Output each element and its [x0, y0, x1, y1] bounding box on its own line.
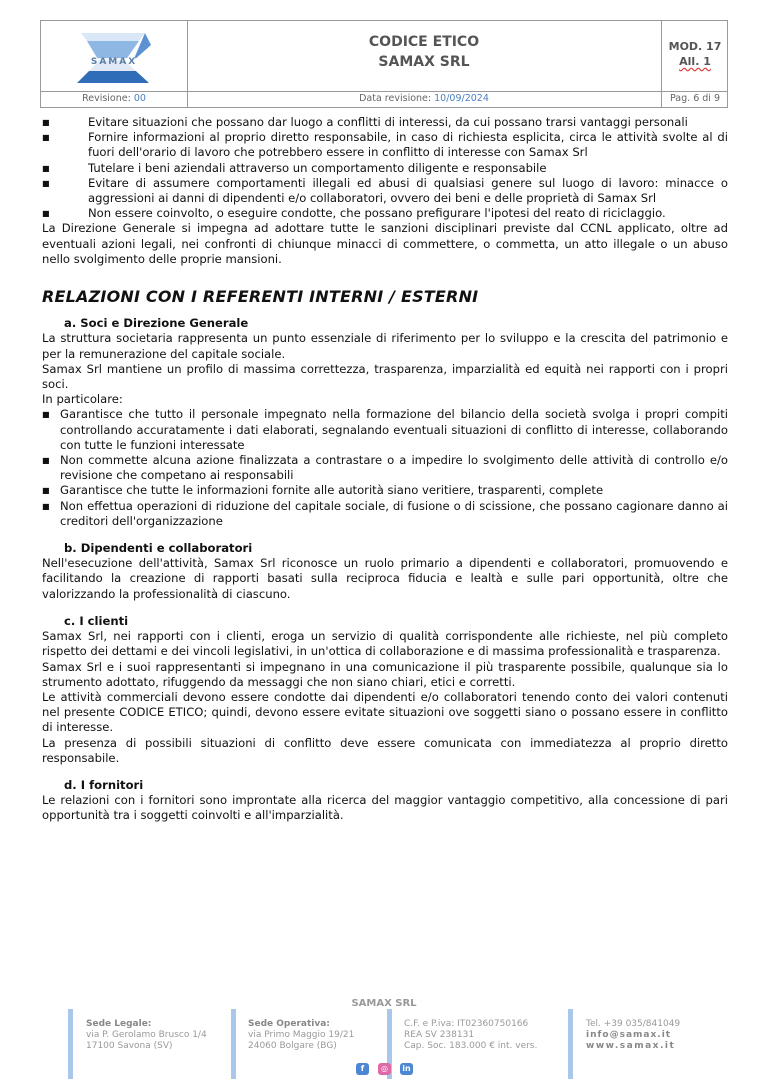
- instagram-icon[interactable]: ◎: [378, 1063, 391, 1075]
- soci-bullet-list: [42, 407, 728, 529]
- module-info: [661, 21, 729, 91]
- paragraph: Le relazioni con i fornitori sono improntate alla ricerca del maggior vantaggio competitivo, alla concessione di pari opportunità tra i soggetti coinvolti e all'imparzialità.: [42, 793, 728, 823]
- bullet-icon: ■: [42, 118, 50, 127]
- paragraph: Nell'esecuzione dell'attività, Samax Srl riconosce un ruolo primario a dipendenti e collaboratori, promuovendo e facilitando la creazione di rapporti basati sulla reciproca fiducia e lealtà e sulle pari opportunità, oltre che valorizzando la professionalità di ciascuno.: [42, 556, 728, 601]
- paragraph: Le attività commerciali devono essere condotte dai dipendenti e/o collaboratori tenendo conto dei valori contenuti nel presente CODICE ETICO; quindi, devono essere evitate situazioni ove soggetti siano o possano essere in conflitto di interesse.: [42, 689, 728, 735]
- bullet-icon: ■: [42, 501, 50, 511]
- page-number: Pag. 6 di 9: [670, 93, 720, 104]
- module-number: MOD. 17: [668, 40, 722, 53]
- footer-email[interactable]: info@samax.it: [586, 1030, 672, 1040]
- logo-text: SAMAX: [90, 57, 138, 67]
- footer-contacts: Tel. +39 035/841049 info@samax.it www.samax.it: [586, 1019, 681, 1051]
- header-bottom-row: [41, 91, 727, 107]
- paragraph: Samax Srl e i suoi rappresentanti si impegnano in una comunicazione il più trasparente possibile, qualunque sia lo strumento adottato, rifuggendo da messaggi che non siano chiari, etici e corretti.: [42, 659, 728, 689]
- list-item: ■ Non essere coinvolto, o eseguire condotte, che possano prefigurare l'ipotesi del reato di riciclaggio.: [42, 206, 666, 221]
- direzione-paragraph: La Direzione Generale si impegna ad adottare tutte le sanzioni disciplinari previste dal CCNL applicato, oltre ad eventuali azioni legali, nei confronti di chiunque minacci di commettere, o commetta, un atto illegale o un abuso nello svolgimento delle proprie mansioni.: [42, 221, 728, 266]
- paragraph: In particolare:: [42, 392, 123, 407]
- bullet-icon: ■: [42, 209, 50, 219]
- section-heading: RELAZIONI CON I REFERENTI INTERNI / ESTERNI: [42, 287, 479, 307]
- bullet-icon: ■: [42, 410, 50, 420]
- footer-legal-address: Sede Legale: via P. Gerolamo Brusco 1/4 17100 Savona (SV): [86, 1019, 207, 1051]
- revision-date-cell: Data revisione: 10/09/2024: [187, 91, 662, 107]
- subsection-heading-b: b. Dipendenti e collaboratori: [64, 541, 253, 556]
- footer-accent-bar: [568, 1009, 573, 1079]
- footer-operative-address: Sede Operativa: via Primo Maggio 19/21 24060 Bolgare (BG): [248, 1019, 355, 1051]
- footer-accent-bar: [231, 1009, 236, 1079]
- footer-company: SAMAX SRL: [351, 998, 417, 1009]
- header-top-row: [41, 21, 727, 92]
- list-item: ■ Evitare di assumere comportamenti illegali ed abusi di qualsiasi genere sul luogo di lavoro: minacce o aggressioni ai danni di dipendenti e/o collaboratori, ovvero dei beni e delle proprietà di Samax Srl: [42, 175, 728, 206]
- title-line-1: CODICE ETICO: [368, 34, 480, 50]
- bullet-icon: ■: [42, 486, 50, 496]
- document-header: [40, 20, 728, 108]
- bullet-icon: ■: [42, 456, 50, 466]
- list-item: ■ Fornire informazioni al proprio diretto responsabile, in caso di richiesta esplicita, circa le attività svolte al di fuori dell'orario di lavoro che potrebbero essere in conflitto di interesse con Samax Srl: [42, 130, 728, 160]
- subsection-heading-d: d. I fornitori: [64, 777, 144, 792]
- linkedin-icon[interactable]: in: [400, 1063, 413, 1075]
- subsection-heading-a: a. Soci e Direzione Generale: [64, 316, 249, 331]
- document-body: [42, 115, 728, 824]
- list-item: ■ Non commette alcuna azione finalizzata a contrastare o a impedire lo svolgimento delle attività di controllo e/o revisione che competano ai responsabili: [42, 453, 728, 483]
- list-item: ■ Evitare situazioni che possano dar luogo a conflitti di interessi, da cui possano trarsi vantaggi personali: [42, 115, 688, 129]
- list-item: ■ Tutelare i beni aziendali attraverso un comportamento diligente e responsabile: [42, 160, 547, 175]
- footer-accent-bar: [68, 1009, 73, 1079]
- paragraph: Samax Srl mantiene un profilo di massima correttezza, trasparenza, imparzialità ed equità nei rapporti con i propri soci.: [42, 361, 728, 392]
- bullet-icon: ■: [42, 163, 50, 173]
- list-item: ■ Garantisce che tutte le informazioni fornite alle autorità siano veritiere, trasparenti, complete: [42, 483, 604, 498]
- document-title: [187, 21, 662, 91]
- bullet-icon: ■: [42, 133, 50, 143]
- bullet-icon: ■: [42, 178, 50, 188]
- title-line-2: SAMAX SRL: [378, 54, 470, 70]
- footer-website[interactable]: www.samax.it: [586, 1041, 676, 1051]
- subsection-heading-c: c. I clienti: [64, 613, 129, 628]
- paragraph: La presenza di possibili situazioni di conflitto deve essere comunicata con immediatezza al proprio diretto responsabile.: [42, 735, 728, 765]
- paragraph: La struttura societaria rappresenta un punto essenziale di riferimento per lo sviluppo e la crescita del patrimonio e per la remunerazione del capitale sociale.: [42, 331, 728, 361]
- paragraph: Samax Srl, nei rapporti con i clienti, eroga un servizio di qualità corrispondente alle richieste, nel più completo rispetto dei dettami e dei vincoli legislativi, in un'ottica di collaborazione e di massima professionalità e trasparenza.: [42, 629, 728, 659]
- list-item: ■ Non effettua operazioni di riduzione del capitale sociale, di fusione o di scissione, che possano cagionare danno ai creditori dell'organizzazione: [42, 498, 728, 528]
- document-footer: [0, 995, 768, 1085]
- samax-logo-icon: [41, 21, 187, 91]
- revision-cell: Revisione: 00: [41, 91, 188, 107]
- company-logo: [41, 21, 188, 91]
- facebook-icon[interactable]: f: [356, 1063, 369, 1075]
- footer-fiscal-info: C.F. e P.iva: IT02360750166 REA SV 238131 Cap. Soc. 183.000 € int. vers.: [404, 1019, 538, 1051]
- list-item: ■ Garantisce che tutto il personale impegnato nella formazione del bilancio della società svolga i propri compiti controllando accuratamente i dati elaborati, segnalando eventuali situazioni di conflitto di interesse, collaborando con tutte le funzioni interessate: [42, 407, 728, 452]
- attachment-number: All. 1: [679, 55, 711, 68]
- duty-bullet-list: [42, 115, 728, 221]
